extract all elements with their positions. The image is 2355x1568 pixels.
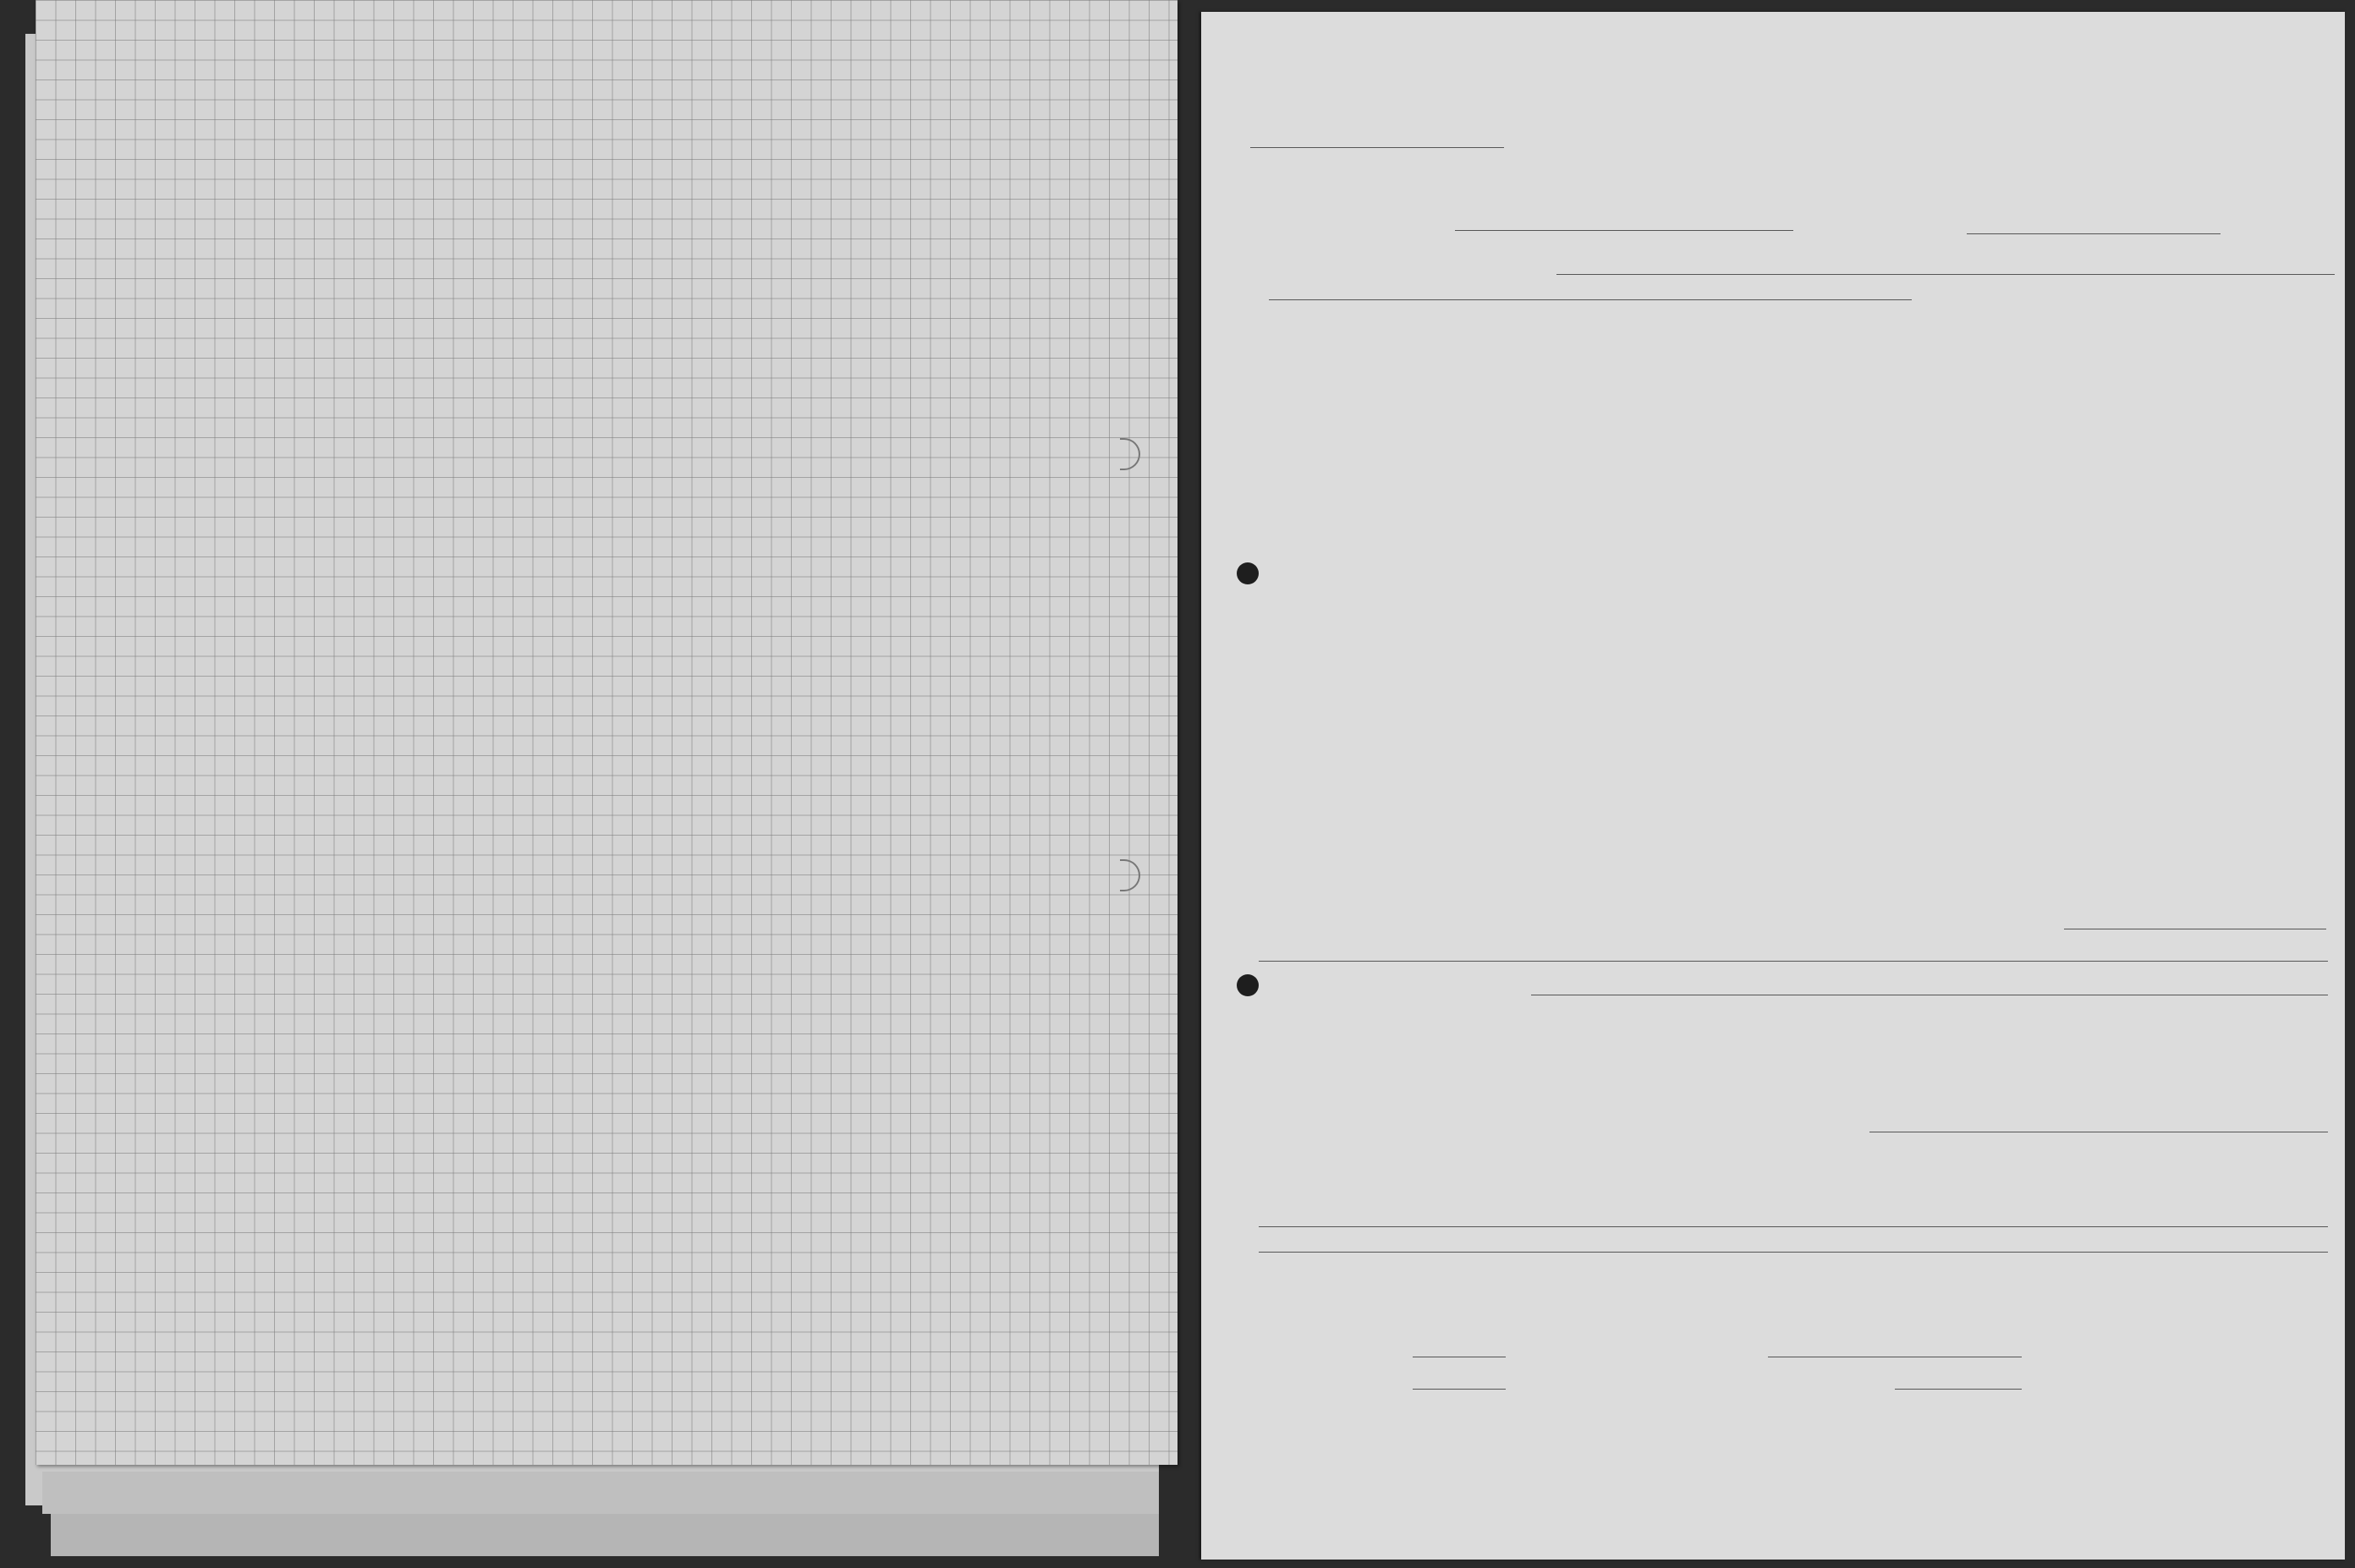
grid-notebook-page (36, 0, 1178, 1465)
under-sheet-3 (51, 1514, 1159, 1556)
report-form-page (1201, 12, 2345, 1560)
under-sheet-2 (42, 1472, 1159, 1514)
q2-underline-2 (1259, 1252, 2328, 1253)
students-table (1201, 12, 2345, 1560)
q-breaks-underline-2 (1259, 961, 2328, 962)
expense-rub-underline (1413, 1389, 1506, 1390)
punch-hole-1 (1237, 562, 1259, 584)
punch-hole-2 (1237, 974, 1259, 996)
punch-hole-mark-1 (1120, 438, 1140, 470)
expense-salary-underline (1895, 1389, 2022, 1390)
punch-hole-mark-2 (1120, 859, 1140, 891)
q2-underline-1 (1259, 1226, 2328, 1227)
